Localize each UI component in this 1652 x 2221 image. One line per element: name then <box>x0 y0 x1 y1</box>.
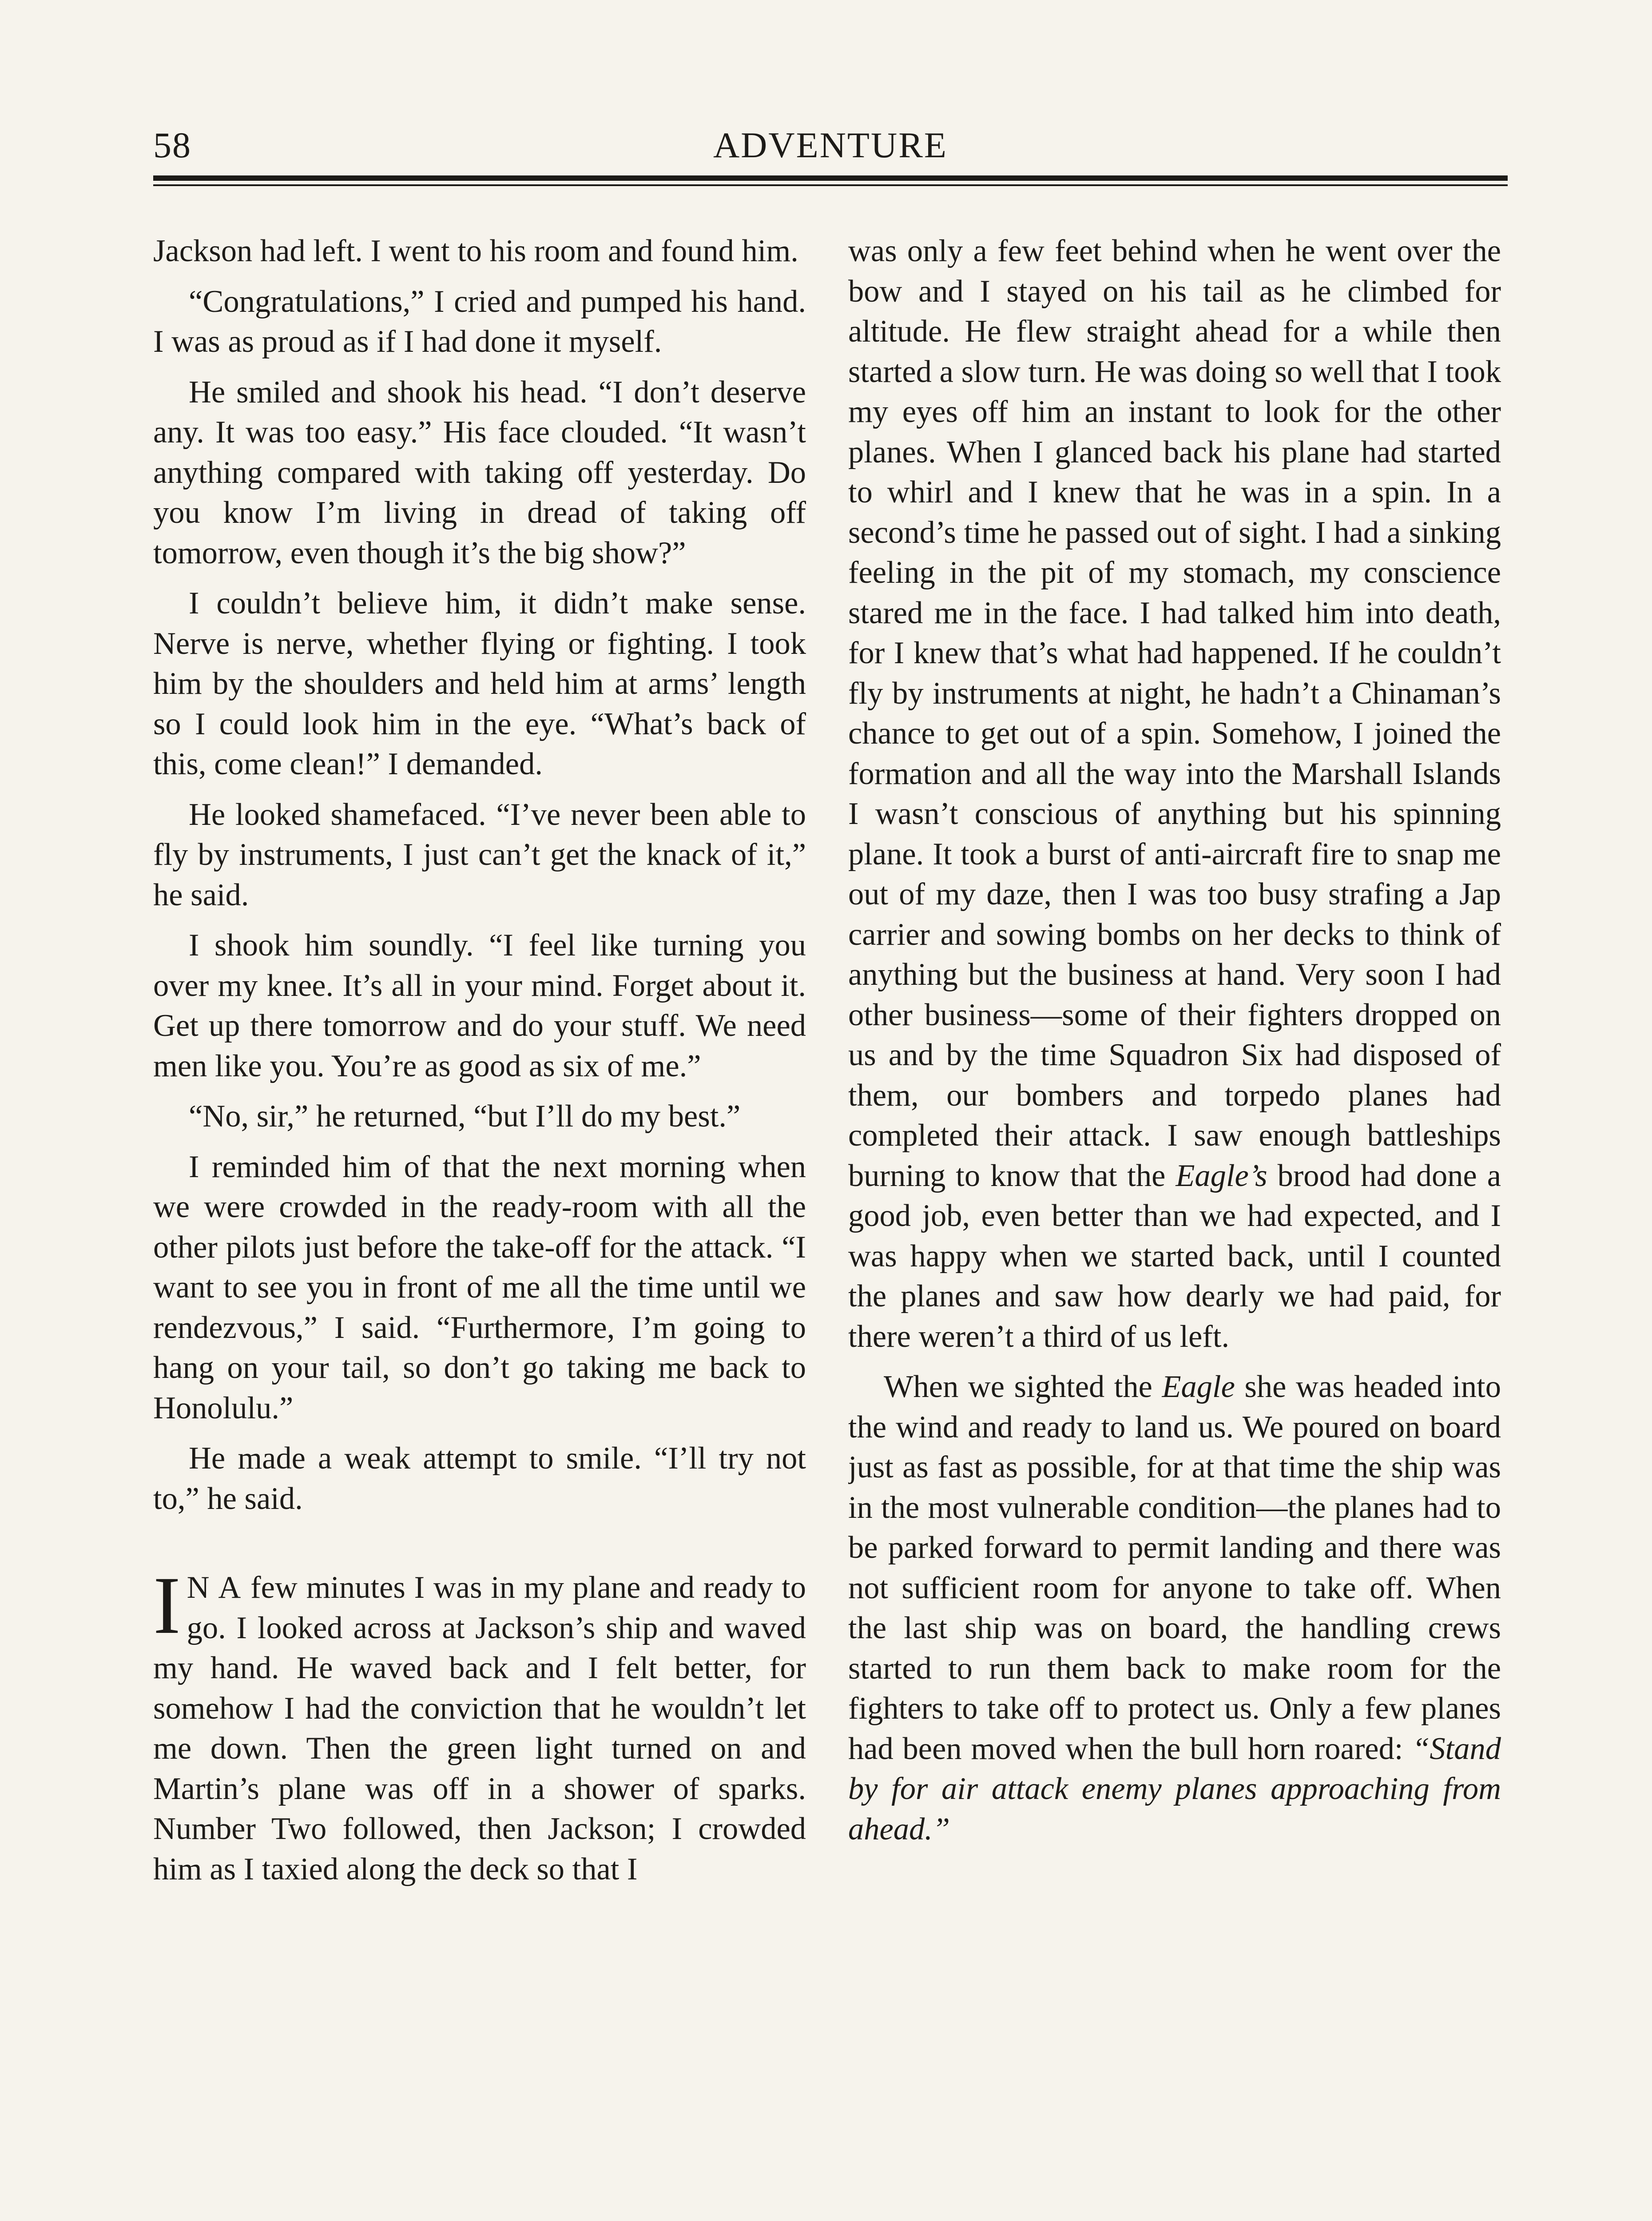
paragraph: I reminded him of that the next morning when we were crowded in the ready-room with all the other pilots just before the take-off for the attack. “I want to see you in front of me all the time until we rendezvous,” I said. “Furthermore, I’m going to hang on your tail, so don’t go taking me back to Honolulu.” <box>153 1149 806 1425</box>
paragraph: I shook him soundly. “I feel like turning you over my knee. It’s all in your mind. Forget about it. Get up there tomorrow and do your stuff. We need men like you. You’re as good as six of me.” <box>153 928 806 1083</box>
lead-in: N A <box>187 1570 242 1605</box>
page-header <box>153 120 1508 169</box>
paragraph-text: she was headed into the wind and ready to land us. We poured on board just as fast as possible, for at that time the ship was in the most vulnerable condition—the planes had to be parked forward to permit landing and there was not sufficient room for anyone to take off. When the last ship was on board, the handling crews started to run them back to make room for the fighters to take off to protect us. Only a few planes had been moved when the bull horn roared: <box>848 1369 1501 1766</box>
paragraph: “No, sir,” he returned, “but I’ll do my best.” <box>189 1099 741 1134</box>
running-title: ADVENTURE <box>713 125 948 165</box>
paragraph-text: few minutes I was in my plane and ready to go. I looked across at Jackson’s ship and waved my hand. He waved back and I felt better, for somehow I had the conviction that he wouldn’t let me down. Then the green light turned on and Martin’s plane was off in a shower of sparks. Number Two followed, then Jackson; I crowded him as I taxied along the deck so that I <box>153 1570 806 1887</box>
paragraph-text: brood had done a good job, even better than we had expected, and I was happy when we started back, until I counted the planes and saw how dearly we had paid, for there weren’t a third of us left. <box>848 1158 1501 1354</box>
paragraph-text: was only a few feet behind when he went over the bow and I stayed on his tail as he climbed for altitude. He flew straight ahead for a while then started a slow turn. He was doing so well that I took my eyes off him an instant to look for the other planes. When I glanced back his plane had started to whirl and I knew that he was in a spin. In a second’s time he passed out of sight. I had a sinking feeling in the pit of my stomach, my conscience stared me in the face. I had talked him into death, for I knew that’s what had happened. If he couldn’t fly by instruments at night, he hadn’t a Chinaman’s chance to get out of a spin. Somehow, I joined the formation and all the way into the Marshall Islands I wasn’t conscious of anything but his spinning plane. It took a burst of anti-aircraft fire to snap me out of my daze, then I was too busy strafing a Jap carrier and sowing bombs on her decks to think of anything but the business at hand. Very soon I had other business—some of their fighters dropped on us and by the time Squadron Six had disposed of them, our bombers and torpedo planes had completed their attack. I saw enough battleships burning to know that the <box>848 234 1501 1193</box>
paragraph: He smiled and shook his head. “I don’t deserve any. It was too easy.” His face clouded. “It wasn’t anything compared with taking off yesterday. Do you know I’m living in dread of taking off tomorrow, even though it’s the big show?” <box>153 374 806 570</box>
paragraph <box>848 231 1501 1357</box>
paragraph-text: When we sighted the <box>884 1369 1162 1404</box>
section-paragraph <box>153 1560 806 1889</box>
ship-name-italic: Eagle <box>1162 1369 1235 1404</box>
paragraph: “Congratulations,” I cried and pumped his hand. I was as proud as if I had done it myself. <box>153 284 806 359</box>
paragraph <box>848 1367 1501 1849</box>
paragraph: He looked shamefaced. “I’ve never been able to fly by instruments, I just can’t get the knack of it,” he said. <box>153 797 806 912</box>
paragraph: He made a weak attempt to smile. “I’ll try not to,” he said. <box>153 1441 806 1516</box>
right-column <box>848 231 1501 2221</box>
header-rule-thick <box>153 175 1508 181</box>
paragraph: Jackson had left. I went to his room and found him. <box>153 234 798 268</box>
drop-cap: I <box>153 1560 181 1651</box>
header-rule-thin <box>153 184 1508 186</box>
paragraph: I couldn’t believe him, it didn’t make sense. Nerve is nerve, whether flying or fighting. I took him by the shoulders and held him at arms’ length so I could look him in the eye. “What’s back of this, come clean!” I demanded. <box>153 586 806 781</box>
ship-name-italic: Eagle’s <box>1175 1158 1267 1193</box>
left-column <box>153 231 806 2221</box>
page-number: 58 <box>153 125 191 165</box>
alarm-quote: “Stand by for air attack enemy planes approaching from ahead.” <box>848 1731 1501 1847</box>
